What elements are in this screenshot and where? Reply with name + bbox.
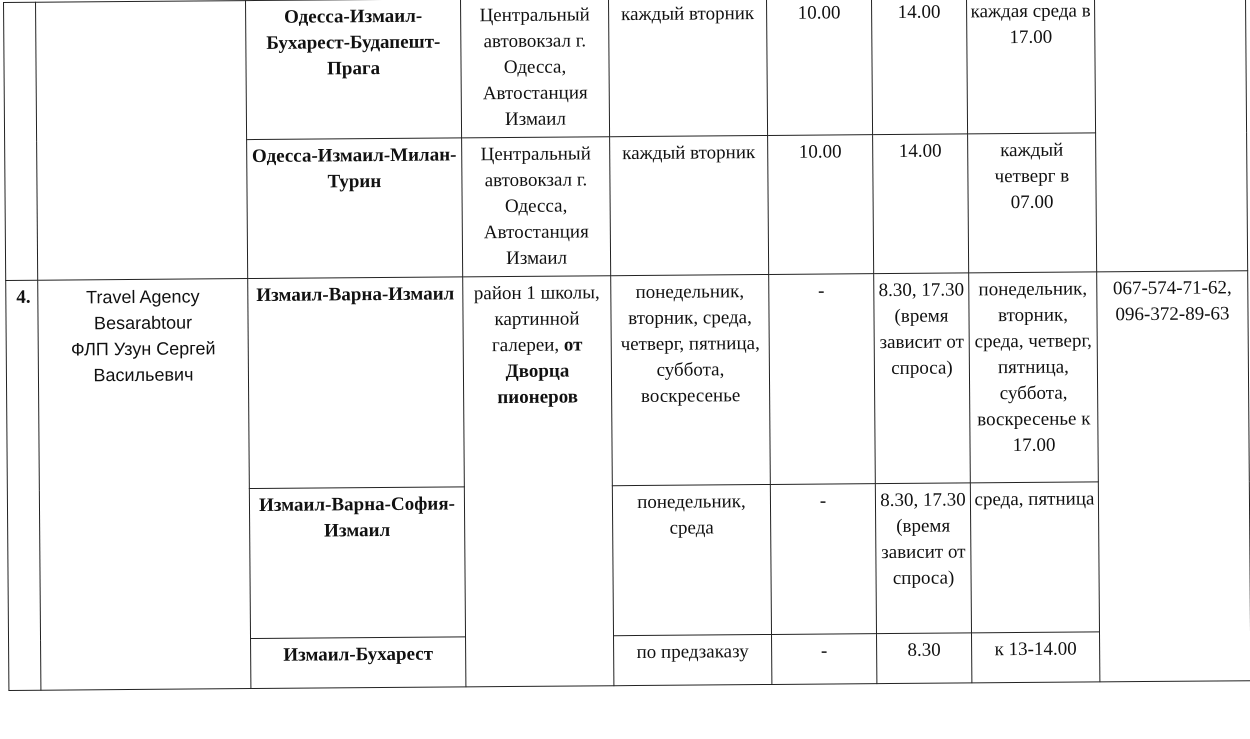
table-row [4, 0, 1247, 141]
phones-cell: 067-574-71-62, 096-372-89-63 [1097, 271, 1250, 682]
phones-cell-empty [1094, 0, 1247, 272]
time-b-cell: 8.30 [877, 633, 972, 684]
time-a-cell: - [769, 274, 876, 485]
time-a-cell: 10.00 [766, 0, 872, 135]
return-cell: каждый четверг в 07.00 [968, 133, 1097, 273]
route-cell: Измаил-Бухарест [251, 637, 466, 689]
schedule-table [3, 0, 1250, 691]
carrier-cell-empty [36, 1, 248, 281]
route-cell: Одесса-Измаил-Милан-Турин [247, 138, 463, 279]
time-a-cell: - [772, 634, 877, 685]
carrier-name [38, 279, 251, 691]
carrier-name-line2: ФЛП Узун Сергей Васильевич [70, 338, 216, 386]
station-plain: район 1 школы, картинной галереи, [473, 282, 600, 357]
route-cell: Одесса-Измаил-Бухарест-Будапешт-Прага [246, 0, 462, 140]
time-a-cell: - [770, 484, 876, 635]
departure-days-cell: каждый вторник [610, 135, 769, 275]
station-cell: Центральный автовокзал г. Одесса, Автостанция Измаил [461, 0, 610, 138]
departure-days-cell: понедельник, вторник, среда, четверг, пятница, суббота, воскресенье [611, 274, 771, 485]
carrier-name-line1: Travel Agency Besarabtour [86, 286, 200, 334]
departure-days-cell: понедельник, среда [612, 484, 771, 635]
time-b-cell: 8.30, 17.30 (время зависит от спроса) [875, 483, 971, 634]
return-cell: понедельник, вторник, среда, четверг, пятница, суббота, воскресенье к 17.00 [969, 272, 1099, 483]
route-cell: Измаил-Варна-Измаил [248, 277, 465, 489]
departure-days-cell: каждый вторник [609, 0, 768, 137]
departure-days-cell: по предзаказу [614, 634, 772, 685]
station-bold: от Дворца пионеров [497, 334, 583, 409]
route-cell: Измаил-Варна-София-Измаил [249, 487, 465, 639]
row-number: 4. [6, 280, 41, 690]
time-b-cell: 8.30, 17.30 (время зависит от спроса) [874, 273, 971, 484]
station-cell [463, 276, 614, 687]
time-a-cell: 10.00 [768, 135, 874, 275]
return-cell: среда, пятница [970, 482, 1099, 633]
time-b-cell: 14.00 [871, 0, 967, 135]
return-cell: каждая среда в 17.00 [966, 0, 1095, 134]
return-cell: к 13-14.00 [972, 632, 1100, 683]
time-b-cell: 14.00 [873, 134, 969, 274]
number-cell-empty [4, 2, 38, 280]
station-cell: Центральный автовокзал г. Одесса, Автостанция Измаил [462, 137, 611, 277]
table-row [6, 271, 1250, 491]
